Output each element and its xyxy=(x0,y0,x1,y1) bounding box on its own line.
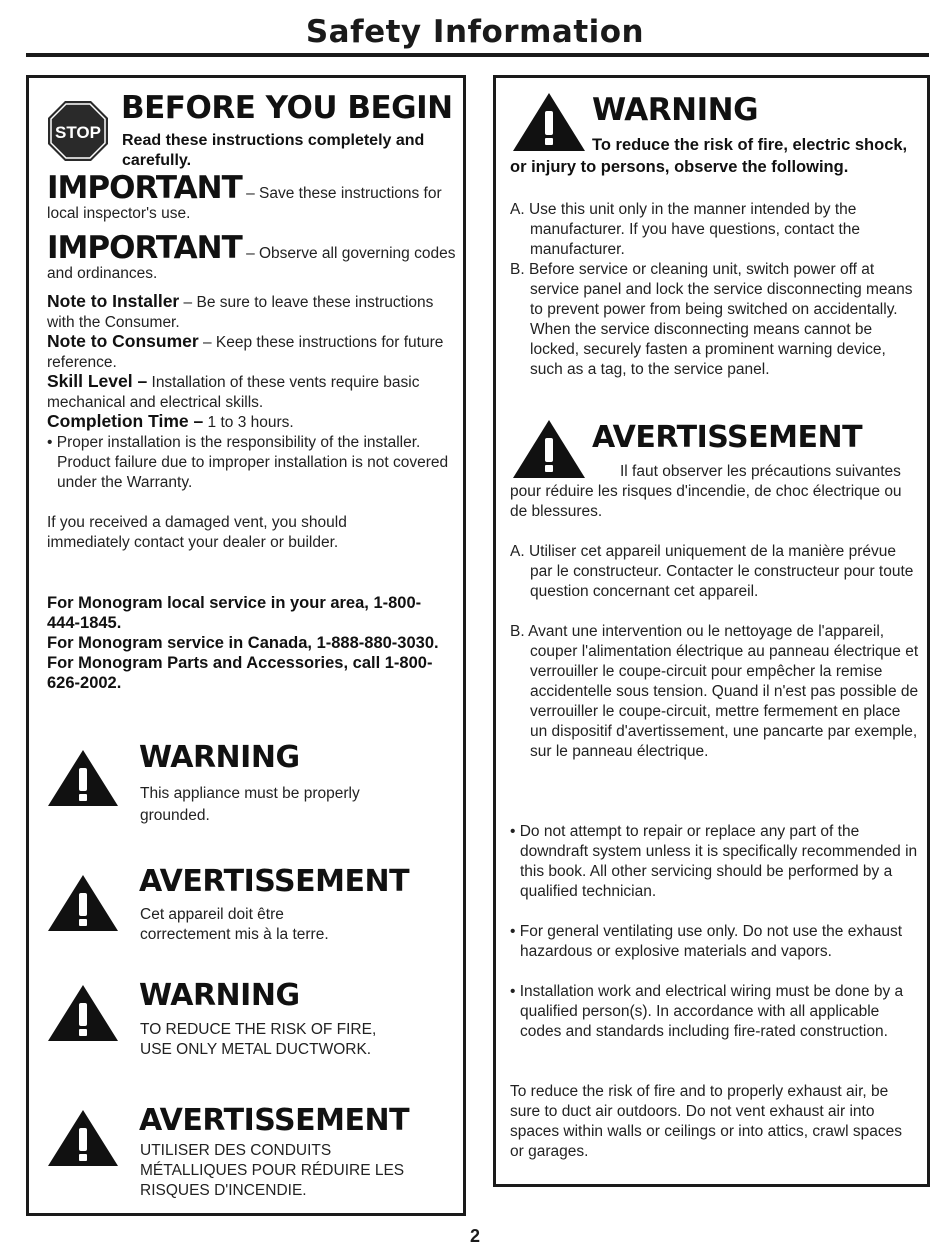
damaged-vent-note: If you received a damaged vent, you should immediately contact your dealer or builder. xyxy=(47,514,347,551)
avertissement-heading: AVERTISSEMENT xyxy=(592,420,863,455)
service-parts: For Monogram Parts and Accessories, call 1-800-626-2002. xyxy=(47,654,433,692)
warning-triangle-icon xyxy=(46,1108,120,1168)
bullet-repair: • Do not attempt to repair or replace any part of the downdraft system unless it is specifically recommended in this book. All other servicing should be performed by a qualified technician. xyxy=(510,823,918,900)
note-to-installer xyxy=(47,291,452,333)
page-title: Safety Information xyxy=(305,14,645,50)
warning-heading: WARNING xyxy=(592,92,759,128)
before-you-begin-heading: BEFORE YOU BEGIN xyxy=(121,90,453,126)
warning-item-a: A. Use this unit only in the manner intended by the manufacturer. If you have questions, contact the manufacturer. xyxy=(510,201,861,258)
warning-triangle-icon xyxy=(46,983,120,1043)
completion-time-label: Completion Time – xyxy=(47,411,204,431)
bullet-installation: • Installation work and electrical wiring must be done by a qualified person(s). In accordance with all applicable codes and standards including fire-rated construction. xyxy=(510,983,904,1040)
warning-triangle-icon xyxy=(46,748,120,808)
avertissement-items xyxy=(510,542,920,762)
avertissement-text: Il faut observer les précautions suivantes pour réduire les risques d'incendie, de choc électrique ou de blessures. xyxy=(510,463,902,520)
avertissement-ductwork-heading: AVERTISSEMENT xyxy=(139,1103,410,1138)
warning-items xyxy=(510,200,915,380)
avertissement-grounded-heading: AVERTISSEMENT xyxy=(139,864,410,899)
warning-ductwork-text: TO REDUCE THE RISK OF FIRE, USE ONLY METAL DUCTWORK. xyxy=(140,1021,377,1058)
bullet-ventilating: • For general ventilating use only. Do not use the exhaust hazardous or explosive materials and vapors. xyxy=(510,923,903,960)
avertissement-grounded-text: Cet appareil doit être correctement mis à la terre. xyxy=(140,906,329,943)
stop-sign-label: STOP xyxy=(55,123,101,142)
note-to-consumer-text: – Keep these instructions for future reference. xyxy=(47,334,444,371)
avertissement-item-b: B. Avant une intervention ou le nettoyage de l'appareil, couper l'alimentation électrique au panneau électrique et verrouiller le coupe-circuit pour empêcher la remise accidentelle sous tension. Quand il n'est pas possible de verrouiller le coupe-circuit, mettre fermement en place un dispositif d'avertissement, une pancarte par exemple, sur le panneau électrique. xyxy=(510,623,919,760)
important-save-label: IMPORTANT xyxy=(47,170,242,206)
note-to-consumer xyxy=(47,331,457,373)
warning-triangle-icon xyxy=(46,873,120,933)
warning-grounded-heading: WARNING xyxy=(139,740,300,775)
skill-level-label: Skill Level – xyxy=(47,371,148,391)
safety-bullets xyxy=(510,822,918,1042)
service-contacts xyxy=(47,593,447,693)
completion-time-text: 1 to 3 hours. xyxy=(203,414,294,431)
title-divider xyxy=(26,53,929,57)
important-observe-text: – Observe all governing codes and ordinances. xyxy=(47,245,456,282)
warning-ductwork-heading: WARNING xyxy=(139,978,300,1013)
avertissement-ductwork-text: UTILISER DES CONDUITS MÉTALLIQUES POUR RÉDUIRE LES RISQUES D'INCENDIE. xyxy=(140,1142,405,1199)
stop-sign-icon xyxy=(47,100,109,162)
important-observe xyxy=(47,230,462,284)
warning-bold-text: To reduce the risk of fire, electric shock, or injury to persons, observe the following. xyxy=(510,136,908,176)
before-you-begin-sub: Read these instructions completely and carefully. xyxy=(122,132,425,169)
note-to-consumer-label: Note to Consumer xyxy=(47,331,199,351)
completion-time xyxy=(47,411,457,433)
note-to-installer-text: – Be sure to leave these instructions with the Consumer. xyxy=(47,294,434,331)
installation-bullet: • Proper installation is the responsibility of the installer. Product failure due to improper installation is not covered under the Warranty. xyxy=(47,434,449,491)
warning-grounded-text: This appliance must be properly grounded. xyxy=(140,785,360,824)
avertissement-item-a: A. Utiliser cet appareil uniquement de la manière prévue par le constructeur. Contacter le constructeur pour toute question concernant cet appareil. xyxy=(510,543,914,600)
important-save-text: – Save these instructions for local inspector's use. xyxy=(47,185,442,222)
important-observe-label: IMPORTANT xyxy=(47,230,242,266)
skill-level xyxy=(47,371,462,413)
warning-item-b: B. Before service or cleaning unit, switch power off at service panel and lock the service disconnecting means to prevent power from being switched on accidentally. When the service disconnecting means cannot be locked, securely fasten a prominent warning device, such as a tag, to the service panel. xyxy=(510,261,913,378)
page-number: 2 xyxy=(469,1226,480,1246)
closing-paragraph: To reduce the risk of fire and to properly exhaust air, be sure to duct air outdoors. Do not vent exhaust air into spaces within walls or ceilings or into attics, crawl spaces or garages. xyxy=(510,1083,902,1160)
skill-level-text: Installation of these vents require basic mechanical and electrical skills. xyxy=(47,374,420,411)
service-canada: For Monogram service in Canada, 1-888-880-3030. xyxy=(47,634,439,652)
service-local: For Monogram local service in your area, 1-800-444-1845. xyxy=(47,594,422,632)
left-panel xyxy=(26,75,466,1216)
important-save xyxy=(47,170,462,224)
right-panel xyxy=(493,75,930,1187)
note-to-installer-label: Note to Installer xyxy=(47,291,180,311)
